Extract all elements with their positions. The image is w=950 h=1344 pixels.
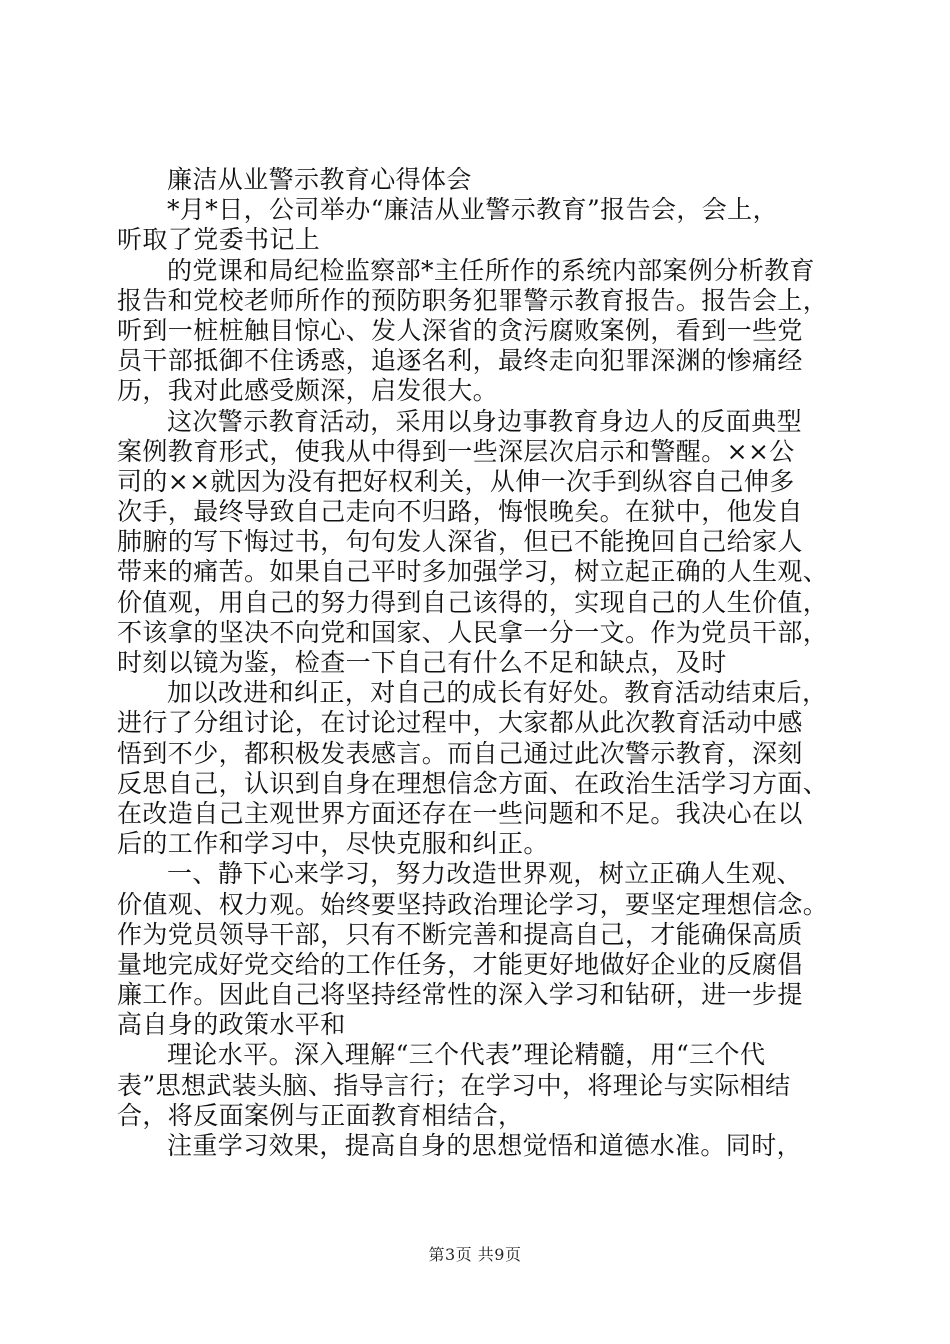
text-line: 加以改进和纠正，对自己的成长有好处。教育活动结束后， xyxy=(167,678,828,708)
text-line: 司的××就因为没有把好权利关，从伸一次手到纵容自己伸多 xyxy=(117,466,795,496)
text-line: 肺腑的写下悔过书，句句发人深省，但已不能挽回自己给家人 xyxy=(117,527,803,557)
page-footer: 第3页 共9页 xyxy=(428,1245,522,1264)
text-line: 时刻以镜为鉴，检查一下自己有什么不足和缺点，及时 xyxy=(117,648,727,677)
text-line: 表”思想武装头脑、指导言行；在学习中，将理论与实际相结 xyxy=(117,1070,791,1100)
text-line: 价值观、权力观。始终要坚持政治理论学习，要坚定理想信念。 xyxy=(117,889,829,919)
text-line: 后的工作和学习中，尽快克服和纠正。 xyxy=(117,829,549,859)
text-line: 合，将反面案例与正面教育相结合， xyxy=(117,1100,524,1130)
text-line: 这次警示教育活动，采用以身边事教育身边人的反面典型 xyxy=(167,406,803,436)
text-line: 进行了分组讨论，在讨论过程中，大家都从此次教育活动中感 xyxy=(117,708,803,738)
text-line: 注重学习效果，提高自身的思想觉悟和道德水准。同时， xyxy=(167,1131,803,1160)
text-line: 反思自己，认识到自身在理想信念方面、在政治生活学习方面、 xyxy=(117,768,829,798)
text-line: 悟到不少，都积极发表感言。而自己通过此次警示教育，深刻 xyxy=(117,738,803,768)
text-line: 理论水平。深入理解“三个代表”理论精髓，用“三个代 xyxy=(167,1040,766,1070)
text-line: 量地完成好党交给的工作任务，才能更好地做好企业的反腐倡 xyxy=(117,949,803,979)
text-line: 案例教育形式，使我从中得到一些深层次启示和警醒。××公 xyxy=(117,436,795,466)
text-line: 历，我对此感受颇深，启发很大。 xyxy=(117,376,499,406)
text-line: 价值观，用自己的努力得到自己该得的，实现自己的人生价值， xyxy=(117,587,829,617)
text-line: 作为党员领导干部，只有不断完善和提高自己，才能确保高质 xyxy=(117,919,803,949)
text-line: *月*日，公司举办“廉洁从业警示教育”报告会，会上， xyxy=(167,195,778,225)
text-line: 高自身的政策水平和 xyxy=(117,1010,346,1040)
text-line: 听取了党委书记上 xyxy=(117,225,321,255)
text-line: 在改造自己主观世界方面还存在一些问题和不足。我决心在以 xyxy=(117,798,803,828)
document-title: 廉洁从业警示教育心得体会 xyxy=(167,165,472,194)
text-line: 听到一桩桩触目惊心、发人深省的贪污腐败案例，看到一些党 xyxy=(117,315,803,345)
text-line: 带来的痛苦。如果自己平时多加强学习，树立起正确的人生观、 xyxy=(117,557,829,587)
text-line: 不该拿的坚决不向党和国家、人民拿一分一文。作为党员干部， xyxy=(117,617,829,647)
text-line: 的党课和局纪检监察部*主任所作的系统内部案例分析教育 xyxy=(167,255,815,285)
document-body xyxy=(117,165,837,1161)
text-line: 廉工作。因此自己将坚持经常性的深入学习和钻研，进一步提 xyxy=(117,980,803,1010)
text-line: 一、静下心来学习，努力改造世界观，树立正确人生观、 xyxy=(167,859,803,889)
text-line: 报告和党校老师所作的预防职务犯罪警示教育报告。报告会上， xyxy=(117,285,829,315)
text-line: 员干部抵御不住诱惑，追逐名利，最终走向犯罪深渊的惨痛经 xyxy=(117,346,803,376)
text-line: 次手，最终导致自己走向不归路，悔恨晚矣。在狱中，他发自 xyxy=(117,497,803,527)
